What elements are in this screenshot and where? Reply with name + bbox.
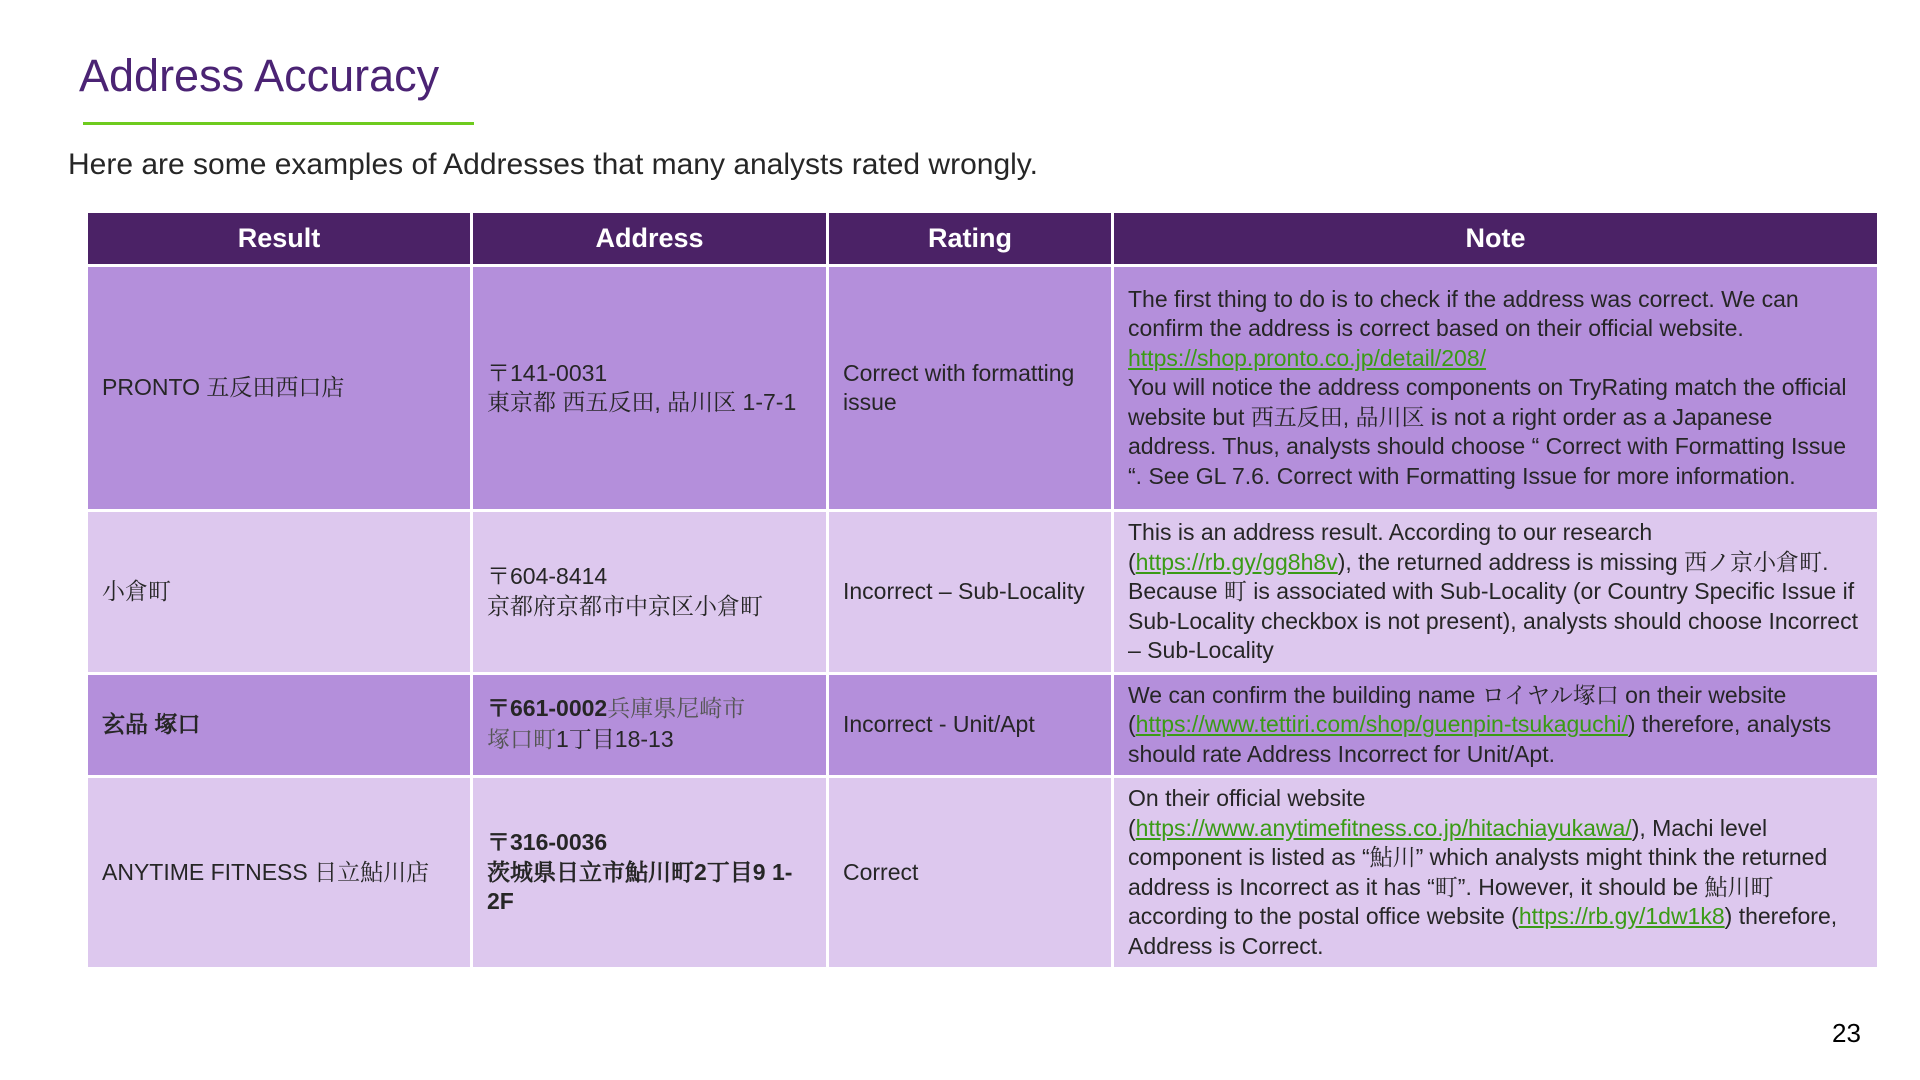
address-cell	[472, 511, 828, 674]
title-underline	[83, 122, 474, 125]
table-header-row	[87, 212, 1879, 266]
result-cell: ANYTIME FITNESS 日立鮎川店	[87, 777, 472, 969]
note-cell	[1113, 266, 1879, 511]
result-cell: 小倉町	[87, 511, 472, 674]
page-title: Address Accuracy	[79, 50, 440, 101]
note-text: This is an address result. According to our research (	[1128, 519, 1653, 575]
address-text: 茨城県日立市鮎川町2丁目9 1-2F	[487, 858, 793, 915]
postal-code: 〒604-8414	[487, 563, 608, 590]
address-block: 1丁目18-13	[556, 725, 674, 752]
note-cell	[1113, 673, 1879, 777]
subtitle: Here are some examples of Addresses that many analysts rated wrongly.	[68, 148, 1038, 181]
rating-cell: Incorrect – Sub-Locality	[828, 511, 1113, 674]
result-cell: 玄品 塚口	[87, 673, 472, 777]
header-rating: Rating	[828, 212, 1113, 266]
address-prefecture: 兵庫県尼崎市	[607, 696, 746, 723]
note-link[interactable]: https://shop.pronto.co.jp/detail/208/	[1128, 344, 1487, 371]
postal-code: 〒661-0002	[487, 695, 608, 722]
note-text: ), the returned address is missing 西ノ京小倉町. Because 町 is associated with Sub-Locality (or Country Specific Issue if Sub-Locality checkbox is not present), analysts should choose Incorrect – Sub-Locality	[1128, 548, 1858, 663]
table-row	[87, 511, 1879, 674]
rating-cell: Incorrect - Unit/Apt	[828, 673, 1113, 777]
postal-code: 〒316-0036	[487, 829, 608, 856]
note-text: ) therefore, analysts should rate Address Incorrect for Unit/Apt.	[1128, 711, 1832, 767]
address-town: 塚口町	[487, 726, 556, 753]
result-cell: PRONTO 五反田西口店	[87, 266, 472, 511]
note-link[interactable]: https://rb.gy/1dw1k8	[1518, 903, 1725, 929]
address-cell	[472, 673, 828, 777]
table-row	[87, 266, 1879, 511]
table-row	[87, 673, 1879, 777]
address-cell	[472, 266, 828, 511]
address-examples-table	[85, 210, 1880, 970]
note-link[interactable]: https://www.anytimefitness.co.jp/hitachiayukawa/	[1135, 814, 1632, 841]
note-text: On their official website (	[1128, 785, 1366, 841]
note-text: The first thing to do is to check if the address was correct. We can confirm the address is correct based on their official website.	[1128, 285, 1799, 342]
address-cell	[472, 777, 828, 969]
note-cell	[1113, 511, 1879, 674]
note-link[interactable]: https://www.tettiri.com/shop/guenpin-tsukaguchi/	[1135, 711, 1628, 737]
note-cell	[1113, 777, 1879, 969]
note-text: You will notice the address components on TryRating match the official website but 西五反田, 品川区 is not a right order as a Japanese address. Thus, analysts should choose “ Correct with Formatting Issue “. See GL 7.6. Correct with Formatting Issue for more information.	[1128, 374, 1847, 489]
address-text: 京都府京都市中京区小倉町	[487, 592, 763, 619]
header-address: Address	[472, 212, 828, 266]
header-note: Note	[1113, 212, 1879, 266]
note-text: ), Machi level component is listed as “鮎川” which analysts might think the returned address is Incorrect as it has “町”. However, it should be 鮎川町 according to the postal office website (	[1128, 814, 1828, 929]
rating-cell: Correct with formatting issue	[828, 266, 1113, 511]
address-text: 東京都 西五反田, 品川区 1-7-1	[487, 389, 797, 415]
note-text: ) therefore, Address is Correct.	[1128, 903, 1838, 959]
note-text: We can confirm the building name ロイヤル塚口 on their website (	[1128, 681, 1787, 737]
header-result: Result	[87, 212, 472, 266]
rating-cell: Correct	[828, 777, 1113, 969]
page-number: 23	[1832, 1018, 1861, 1048]
postal-code: 〒141-0031	[487, 359, 608, 386]
note-link[interactable]: https://rb.gy/gg8h8v	[1135, 548, 1338, 575]
table-row	[87, 777, 1879, 969]
